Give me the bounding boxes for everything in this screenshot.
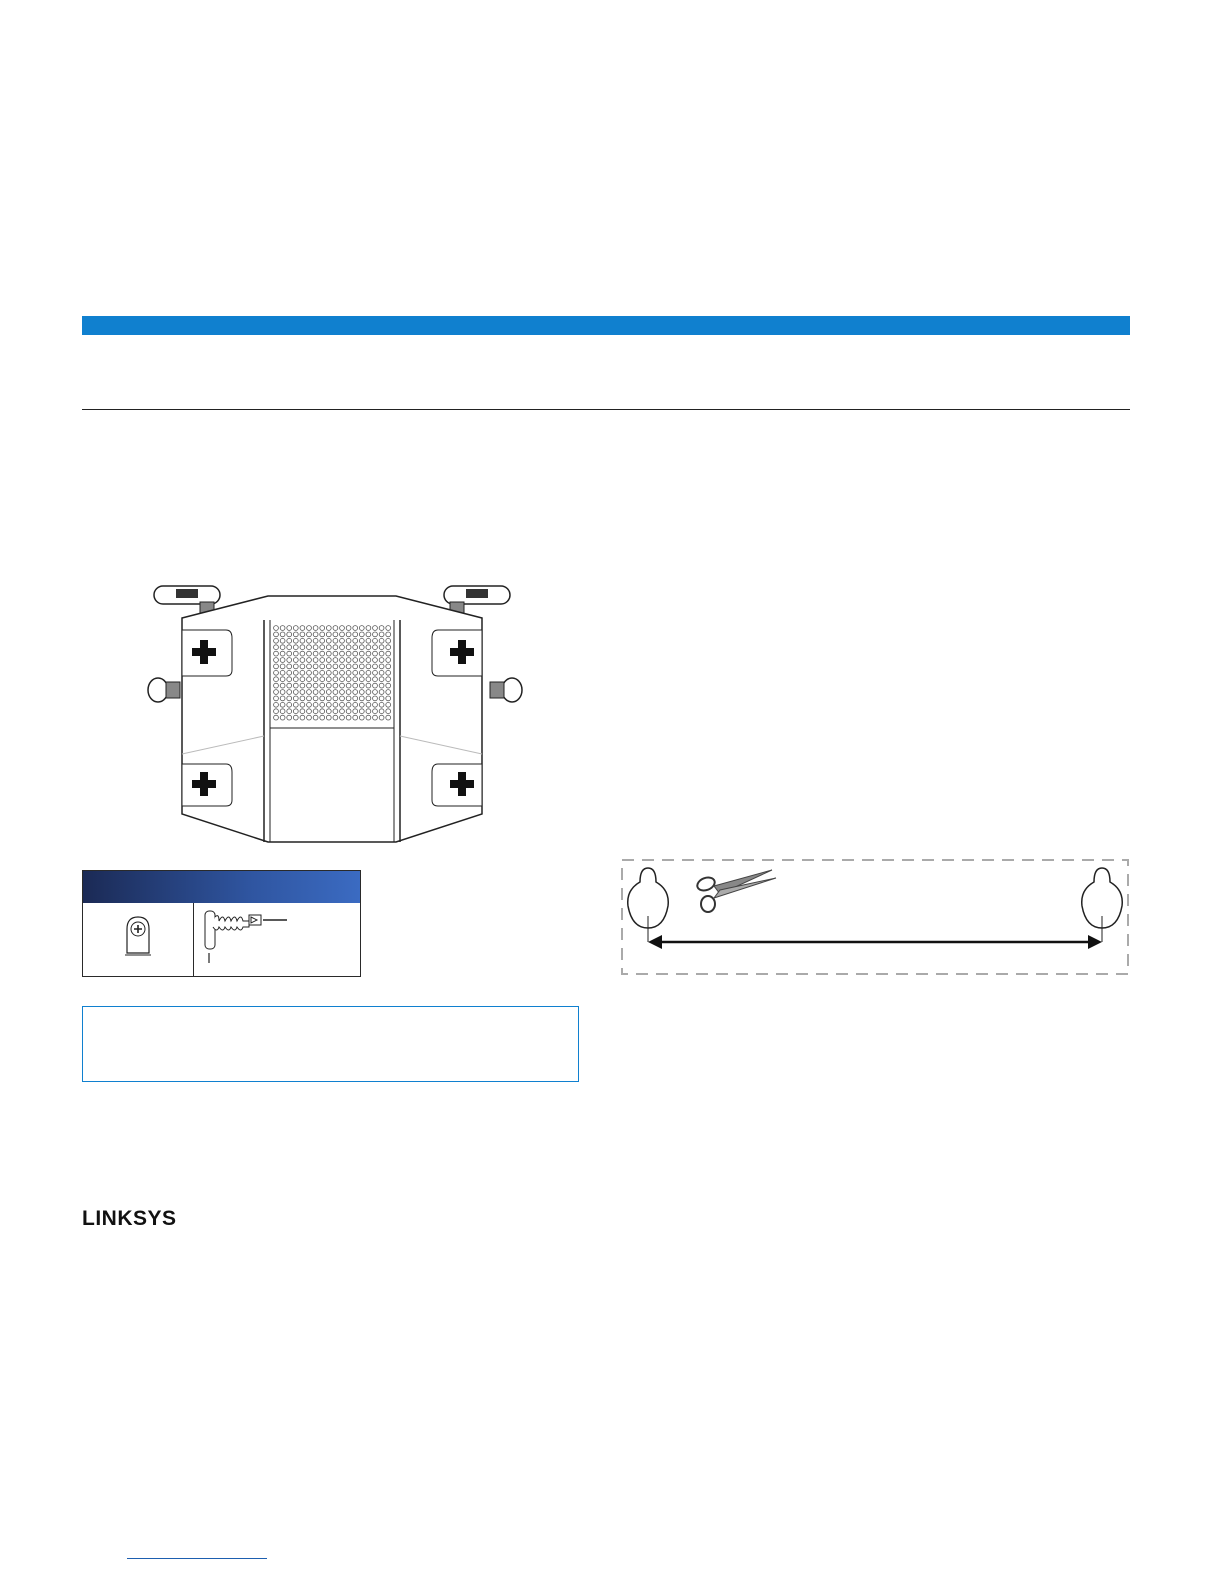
keyhole-slot-icon	[182, 630, 232, 676]
screw-head-icon	[123, 915, 153, 959]
scissors-icon	[695, 870, 776, 912]
mounting-hardware-table	[82, 870, 361, 977]
antenna-icon	[148, 678, 180, 702]
keyhole-slot-icon	[182, 764, 232, 806]
distance-arrow-icon	[648, 935, 1102, 949]
section-header-bar	[82, 316, 1130, 335]
antenna-icon	[490, 678, 522, 702]
keyhole-slot-icon	[432, 764, 482, 806]
cell-divider	[193, 903, 194, 976]
note-box	[82, 1006, 579, 1082]
footer-link-underline[interactable]	[127, 1558, 267, 1559]
linksys-logo	[82, 1208, 186, 1230]
router-bottom-diagram	[140, 578, 530, 848]
table-body	[83, 903, 360, 976]
keyhole-right-icon	[1082, 868, 1123, 942]
table-header	[83, 871, 360, 903]
logo-text: LINKSYS	[82, 1207, 177, 1230]
mounting-template	[620, 858, 1130, 976]
wall-anchor-icon	[201, 907, 291, 965]
keyhole-slot-icon	[432, 630, 482, 676]
keyhole-left-icon	[628, 868, 669, 942]
section-divider	[82, 409, 1130, 410]
